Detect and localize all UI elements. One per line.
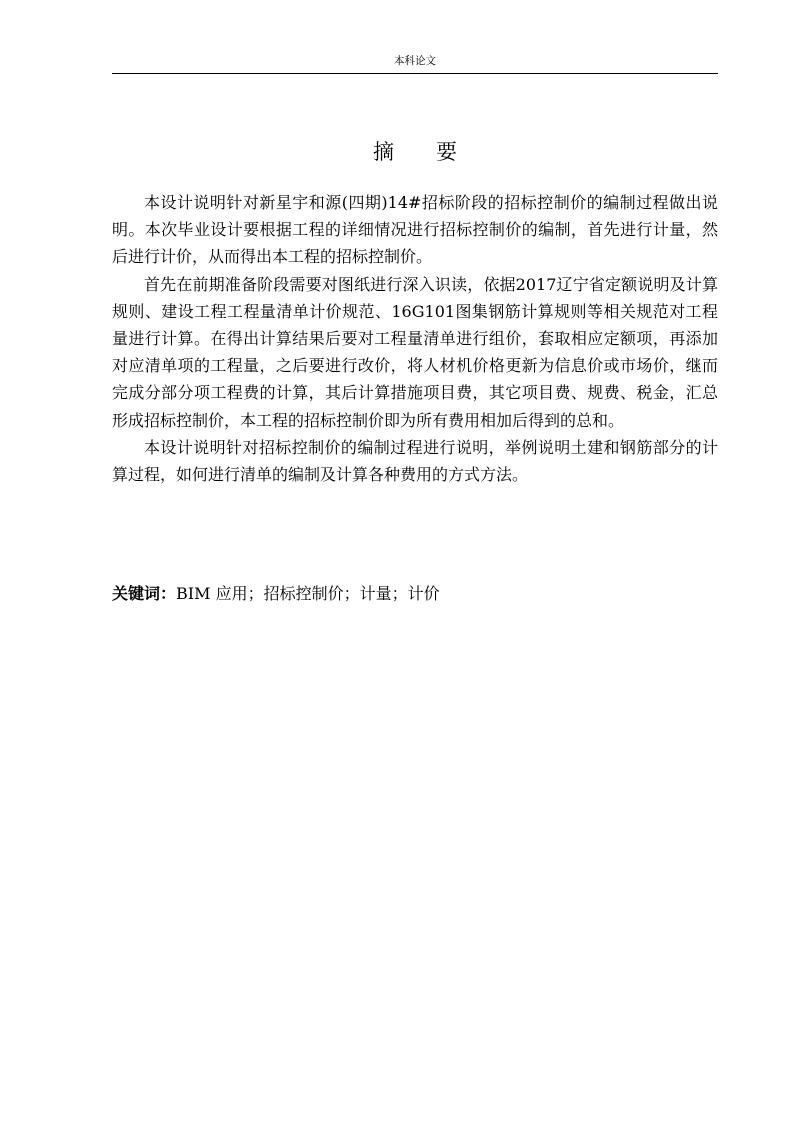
page-title [112, 138, 718, 166]
page-header [112, 53, 718, 73]
keywords-value: BIM 应用；招标控制价；计量；计价 [176, 584, 440, 603]
abstract-paragraph-3: 本设计说明针对招标控制价的编制过程进行说明，举例说明土建和钢筋部分的计算过程，如何进行清单的编制及计算各种费用的方式方法。 [112, 437, 718, 485]
abstract-paragraph-1: 本设计说明针对新星宇和源(四期)14#招标阶段的招标控制价的编制过程做出说明。本次毕业设计要根据工程的详细情况进行招标控制价的编制，首先进行计量，然后进行计价，从而得出本工程的招标控制价。 [112, 193, 718, 267]
title-char-1: 摘 [373, 140, 394, 164]
keywords-line [112, 580, 718, 607]
header-divider [112, 73, 718, 74]
title-char-2: 要 [436, 140, 457, 164]
keywords-label: 关键词： [112, 584, 177, 603]
header-text: 本科论文 [394, 55, 436, 67]
abstract-body [112, 189, 718, 488]
abstract-paragraph-2: 首先在前期准备阶段需要对图纸进行深入识读，依据2017辽宁省定额说明及计算规则、建设工程工程量清单计价规范、16G101图集钢筋计算规则等相关规范对工程量进行计算。在得出计算结果后要对工程量清单进行组价，套取相应定额项，再添加对应清单项的工程量，之后要进行改价，将人材机价格更新为信息价或市场价，继而完成分部分项工程费的计算，其后计算措施项目费，其它项目费、规费、税金，汇总形成招标控制价，本工程的招标控制价即为所有费用相加后得到的总和。 [112, 274, 718, 430]
